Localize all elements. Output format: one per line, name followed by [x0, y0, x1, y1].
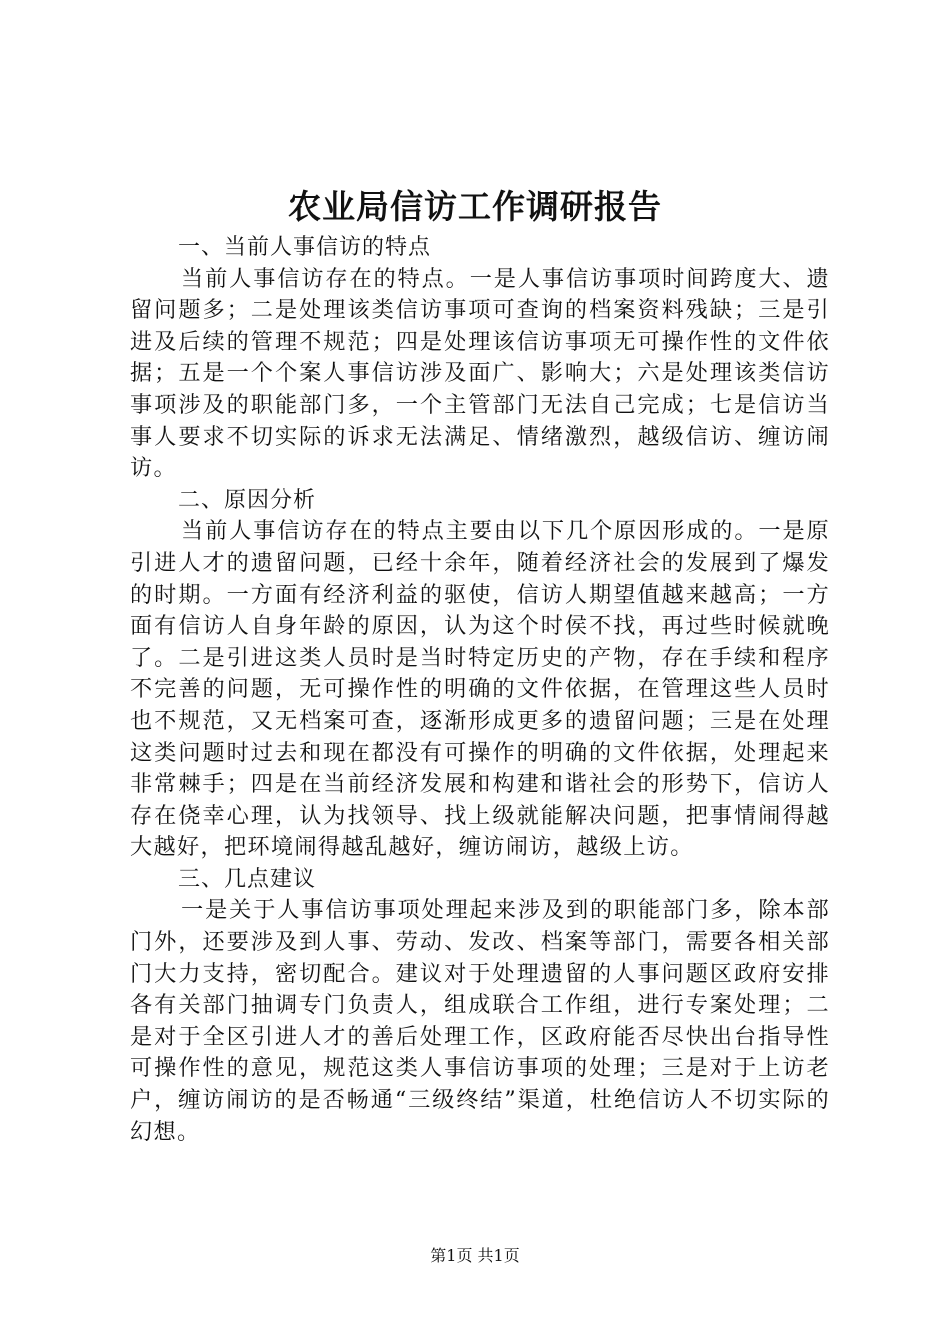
page-footer: 第1页 共1页	[430, 1246, 520, 1265]
section-heading-suggestions: 三、几点建议	[178, 866, 317, 892]
document-title: 农业局信访工作调研报告	[288, 187, 662, 226]
section-heading-causes: 二、原因分析	[178, 487, 317, 513]
document-body	[130, 232, 830, 1148]
section-paragraph-causes: 当前人事信访存在的特点主要由以下几个原因形成的。一是原引进人才的遗留问题，已经十余年，随着经济社会的发展到了爆发的时期。一方面有经济利益的驱使，信访人期望值越来越高；一方面有信访人自身年龄的原因，认为这个时侯不找，再过些时候就晚了。二是引进这类人员时是当时特定历史的产物，存在手续和程序不完善的问题，无可操作性的明确的文件依据，在管理这些人员时也不规范，又无档案可查，逐渐形成更多的遗留问题；三是在处理这类问题时过去和现在都没有可操作的明确的文件依据，处理起来非常棘手；四是在当前经济发展和构建和谐社会的形势下，信访人存在侥幸心理，认为找领导、找上级就能解决问题，把事情闹得越大越好，把环境闹得越乱越好，缠访闹访，越级上访。	[130, 518, 830, 861]
section-paragraph-suggestions: 一是关于人事信访事项处理起来涉及到的职能部门多，除本部门外，还要涉及到人事、劳动、发改、档案等部门，需要各相关部门大力支持，密切配合。建议对于处理遗留的人事问题区政府安排各有关部门抽调专门负责人，组成联合工作组，进行专案处理；二是对于全区引进人才的善后处理工作，区政府能否尽快出台指导性可操作性的意见，规范这类人事信访事项的处理；三是对于上访老户，缠访闹访的是否畅通“三级终结”渠道，杜绝信访人不切实际的幻想。	[130, 897, 830, 1145]
section-heading-characteristics: 一、当前人事信访的特点	[178, 235, 432, 260]
section-paragraph-characteristics: 当前人事信访存在的特点。一是人事信访事项时间跨度大、遗留问题多；二是处理该类信访事项可查询的档案资料残缺；三是引进及后续的管理不规范；四是处理该信访事项无可操作性的文件依据；五是一个个案人事信访涉及面广、影响大；六是处理该类信访事项涉及的职能部门多，一个主管部门无法自己完成；七是信访当事人要求不切实际的诉求无法满足、情绪激烈，越级信访、缠访闹访。	[130, 265, 830, 482]
